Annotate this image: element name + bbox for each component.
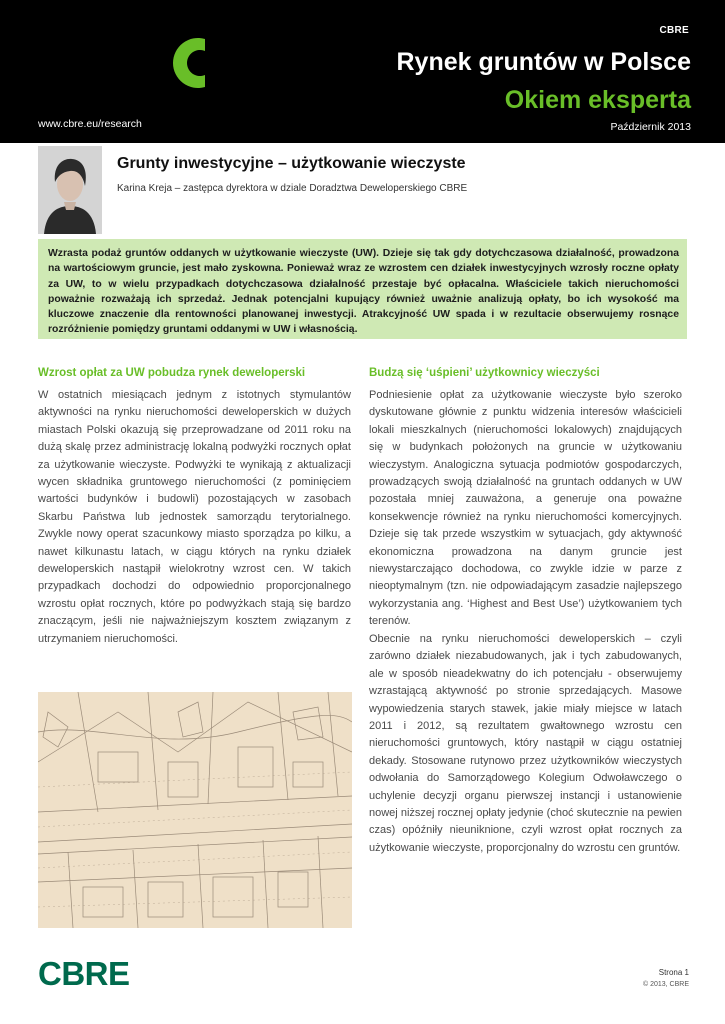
page-number: Strona 1 <box>658 968 689 977</box>
author-photo <box>38 146 102 234</box>
cadastral-map-icon <box>38 692 352 928</box>
page-header <box>0 0 725 143</box>
c-logo-icon <box>167 35 227 91</box>
cbre-footer-logo: CBRE <box>38 955 130 992</box>
left-column-heading: Wzrost opłat za UW pobudza rynek deweloperski <box>38 367 306 379</box>
left-column-text: W ostatnich miesiącach jednym z istotnych stymulantów aktywności na rynku nieruchomości deweloperskich w dużych miastach Polski okazują się przeprowadzane od 2011 roku na dużą skalę przez administrację lokalną podwyżki rocznych opłat za użytkowanie wieczyste. Podwyżki te wynikają z aktualizacji wycen składnika gruntowego nieruchomości (z pominięciem wartości budynków i budowli) pozostających w zasobach Skarbu Państwa lub jednostek samorządu terytorialnego. Zwykle nowy operat szacunkowy miasto sporządza po kilku, a nawet kilkunastu latach, w ciągu których na rynku działek deweloperskich nastąpił wielokrotny wzrost cen. W takich przypadkach dochodzi do odpowiednio proporcjonalnego wzrostu opłat rocznych, które po podwyżkach stają się bardzo znaczącym, jeśli nie najważniejszym kosztem związanym z utrzymaniem nieruchomości. <box>38 389 351 645</box>
report-subtitle: Okiem eksperta <box>504 86 691 114</box>
author-portrait-icon <box>38 146 102 234</box>
author-line: Karina Kreja – zastępca dyrektora w dziale Doradztwa Deweloperskiego CBRE <box>117 183 468 194</box>
cadastral-map <box>38 692 352 928</box>
website-link[interactable]: www.cbre.eu/research <box>38 118 142 130</box>
copyright-notice: © 2013, CBRE <box>642 981 689 988</box>
lead-box <box>38 239 687 339</box>
right-column-paragraph-1: Podniesienie opłat za użytkowanie wieczyste było szeroko dyskutowane głównie z punktu widzenia interesów właścicieli lokali mieszkalnych (nieruchomości lokalowych) znajdujących się w budynkach położonych na gruncie w użytkowaniu wieczystym. Analogiczna sytuacja podmiotów gospodarczych, prowadzących swoją działalność na gruntach oddanych w UW pozostała mniej zauważona, a generuje ona poważne konsekwencje również na rynku nieruchomości komercyjnych. Dzieje się tak przede wszystkim w sytuacjach, gdy aktywność ekonomiczna prowadzona na danym gruncie jest niewystarczająco dochodowa, co zwykle idzie w parze z nieoptymalnym (tzn. nie odpowiadającym zasadzie najlepszego wykorzystania ang. ‘Highest and Best Use’) użytkowaniem tych terenów. <box>369 389 682 628</box>
header-brand: CBRE <box>659 25 689 36</box>
lead-text: Wzrasta podaż gruntów oddanych w użytkowanie wieczyste (UW). Dzieje się tak gdy dotychczasowa działalność, prowadzona na wartościowym gruncie, jest mało zyskowna. Ponieważ wraz ze wzrostem cen działek inwestycyjnych wzrosły roczne opłaty za UW, to w wielu przypadkach dotychczasowa działalność przestaje być opłacalna. Właściciele takich nieruchomości poważnie rozważają ich sprzedaż. Jednak potencjalni kupujący również uważnie analizują opłaty, bo ich wysokość ma kluczowe znaczenie dla rentowności planowanej inwestycji. Atrakcyjność UW spada i w rezultacie obserwujemy rosnące rozróżnienie pomiędzy gruntami oddanymi w UW i własnością. <box>48 248 679 336</box>
publication-date: Październik 2013 <box>610 121 691 133</box>
report-title: Rynek gruntów w Polsce <box>396 48 691 76</box>
right-column-heading: Budzą się ‘uśpieni’ użytkownicy wieczyści <box>369 367 600 379</box>
article-title: Grunty inwestycyjne – użytkowanie wieczyste <box>117 155 466 172</box>
right-column-paragraph-2: Obecnie na rynku nieruchomości deweloperskich – czyli zarówno działek niezabudowanych, jak i tych zabudowanych, ale w sposób nieadekwatny do ich potencjału - obserwujemy wzrastającą aktywność po stronie sprzedających. Masowe wypowiedzenia starych stawek, jakie miały miejsce w latach 2011 i 2012, są rezultatem gwałtownego wzrostu cen nieruchomości gruntowych, który nastąpił w ciągu ostatniej dekady. Stosowane rutynowo przez użytkowników wieczystych odwołania do Samorządowego Kolegium Odwoławczego o uchylenie decyzji organu pierwszej instancji i ustanowienie nowej niższej rocznej opłaty jedynie (choć skutecznie na pewien czas) opóźniły nieuniknione, czyli wzrost opłat rocznych za użytkowanie wieczyste, proporcjonalny do wzrostu cen gruntów. <box>369 633 682 854</box>
